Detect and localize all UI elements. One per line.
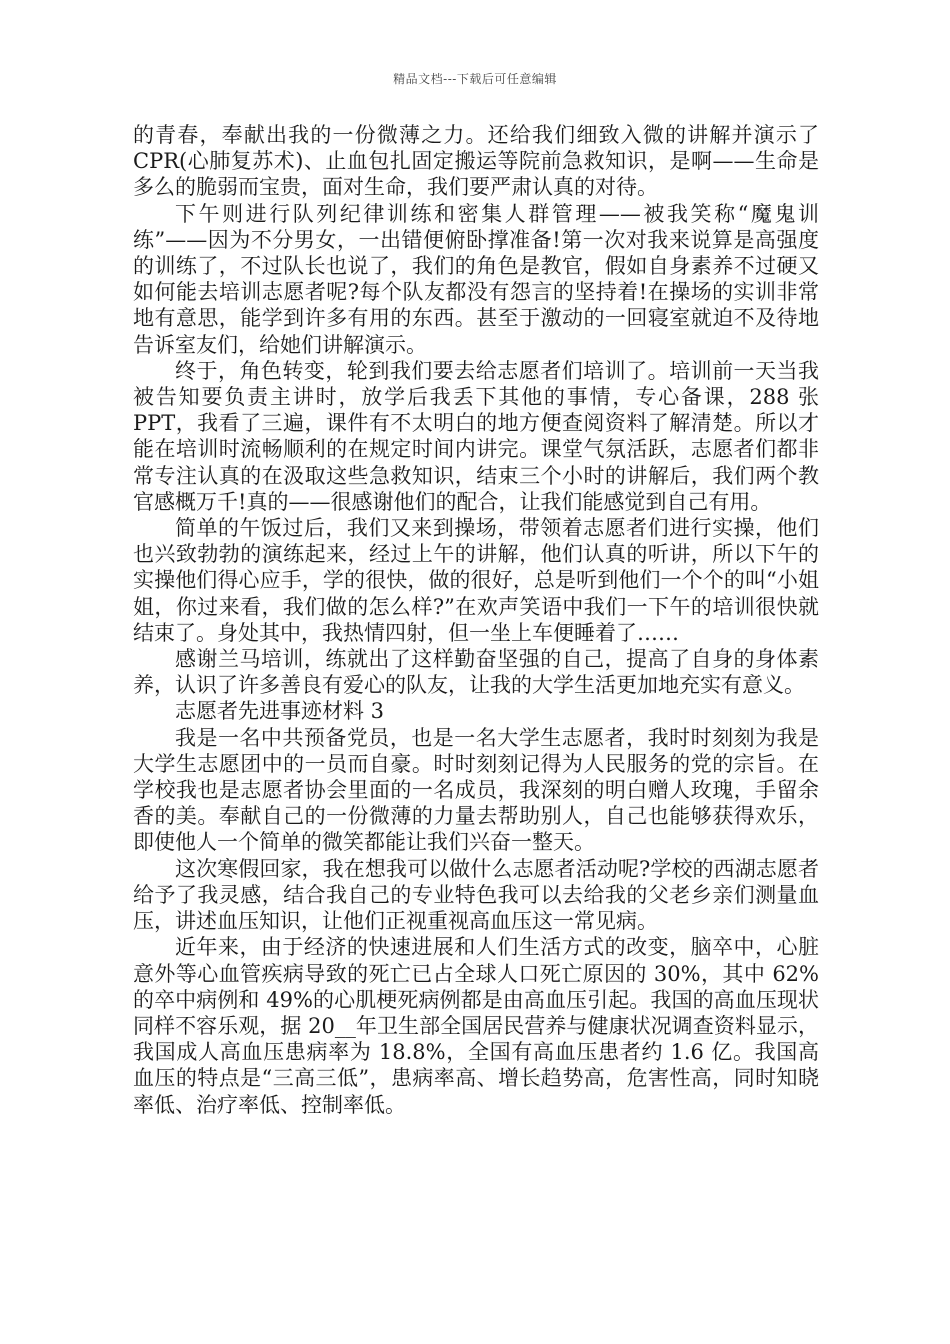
- document-body: [133, 122, 819, 1118]
- paragraph-drill-training: 下午则进行队列纪律训练和密集人群管理——被我笑称“魔鬼训练”——因为不分男女，一出错便俯卧撑准备!第一次对我来说算是高强度的训练了，不过队长也说了，我们的角色是教官，假如自身素养不过硬又如何能去培训志愿者呢?每个队友都没有怨言的坚持着!在操场的实训非常地有意思，能学到许多有用的东西。甚至于激动的一回寝室就迫不及待地告诉室友们，给她们讲解演示。: [133, 201, 819, 357]
- paragraph-party-member: 我是一名中共预备党员，也是一名大学生志愿者，我时时刻刻为我是大学生志愿团中的一员而自豪。时时刻刻记得为人民服务的党的宗旨。在学校我也是志愿者协会里面的一名成员，我深刻的明白赠人玫瑰，手留余香的美。奉献自己的一份微薄的力量去帮助别人，自己也能够获得欢乐，即使他人一个简单的微笑都能让我们兴奋一整天。: [133, 725, 819, 855]
- paragraph-winter-break: 这次寒假回家，我在想我可以做什么志愿者活动呢?学校的西湖志愿者给予了我灵感，结合我自己的专业特色我可以去给我的父老乡亲们测量血压，讲述血压知识，让他们正视重视高血压这一常见病。: [133, 856, 819, 934]
- paragraph-role-change: 终于，角色转变，轮到我们要去给志愿者们培训了。培训前一天当我被告知要负责主讲时，放学后我丢下其他的事情，专心备课，288 张 PPT，我看了三遍，课件有不太明白的地方便查阅资料了解清楚。所以才能在培训时流畅顺利的在规定时间内讲完。课堂气氛活跃，志愿者们都非常专注认真的在汲取这些急救知识，结束三个小时的讲解后，我们两个教官感概万千!真的——很感谢他们的配合，让我们能感觉到自己有用。: [133, 358, 819, 514]
- page-header: 精品文档---下载后可任意编辑: [393, 72, 557, 86]
- paragraph-thanks: 感谢兰马培训，练就出了这样勤奋坚强的自己，提高了自身的身体素养，认识了许多善良有爱心的队友，让我的大学生活更加地充实有意义。: [133, 647, 819, 698]
- paragraph-hypertension: 近年来，由于经济的快速进展和人们生活方式的改变，脑卒中，心脏意外等心血管疾病导致的死亡已占全球人口死亡原因的 30%，其中 62%的卒中病例和 49%的心肌梗死病例都是由高血压引起。我国的高血压现状同样不容乐观，据 20__年卫生部全国居民营养与健康状况调查资料显示，我国成人高血压患病率为 18.8%，全国有高血压患者约 1.6 亿。我国高血压的特点是“三高三低”，患病率高、增长趋势高，危害性高，同时知晓率低、治疗率低、控制率低。: [133, 935, 819, 1117]
- paragraph-afternoon-practice: 简单的午饭过后，我们又来到操场，带领着志愿者们进行实操，他们也兴致勃勃的演练起来，经过上午的讲解，他们认真的听讲，所以下午的实操他们得心应手，学的很快，做的很好，总是听到他们一个个的叫“小姐姐，你过来看，我们做的怎么样?”在欢声笑语中我们一下午的培训很快就结束了。身处其中，我热情四射，但一坐上车便睡着了……: [133, 516, 819, 645]
- paragraph-continuation: 的青春，奉献出我的一份微薄之力。还给我们细致入微的讲解并演示了 CPR(心肺复苏术)、止血包扎固定搬运等院前急救知识，是啊——生命是多么的脆弱而宝贵，面对生命，我们要严肃认真的对待。: [133, 123, 819, 200]
- section-heading: 志愿者先进事迹材料 3: [175, 699, 385, 724]
